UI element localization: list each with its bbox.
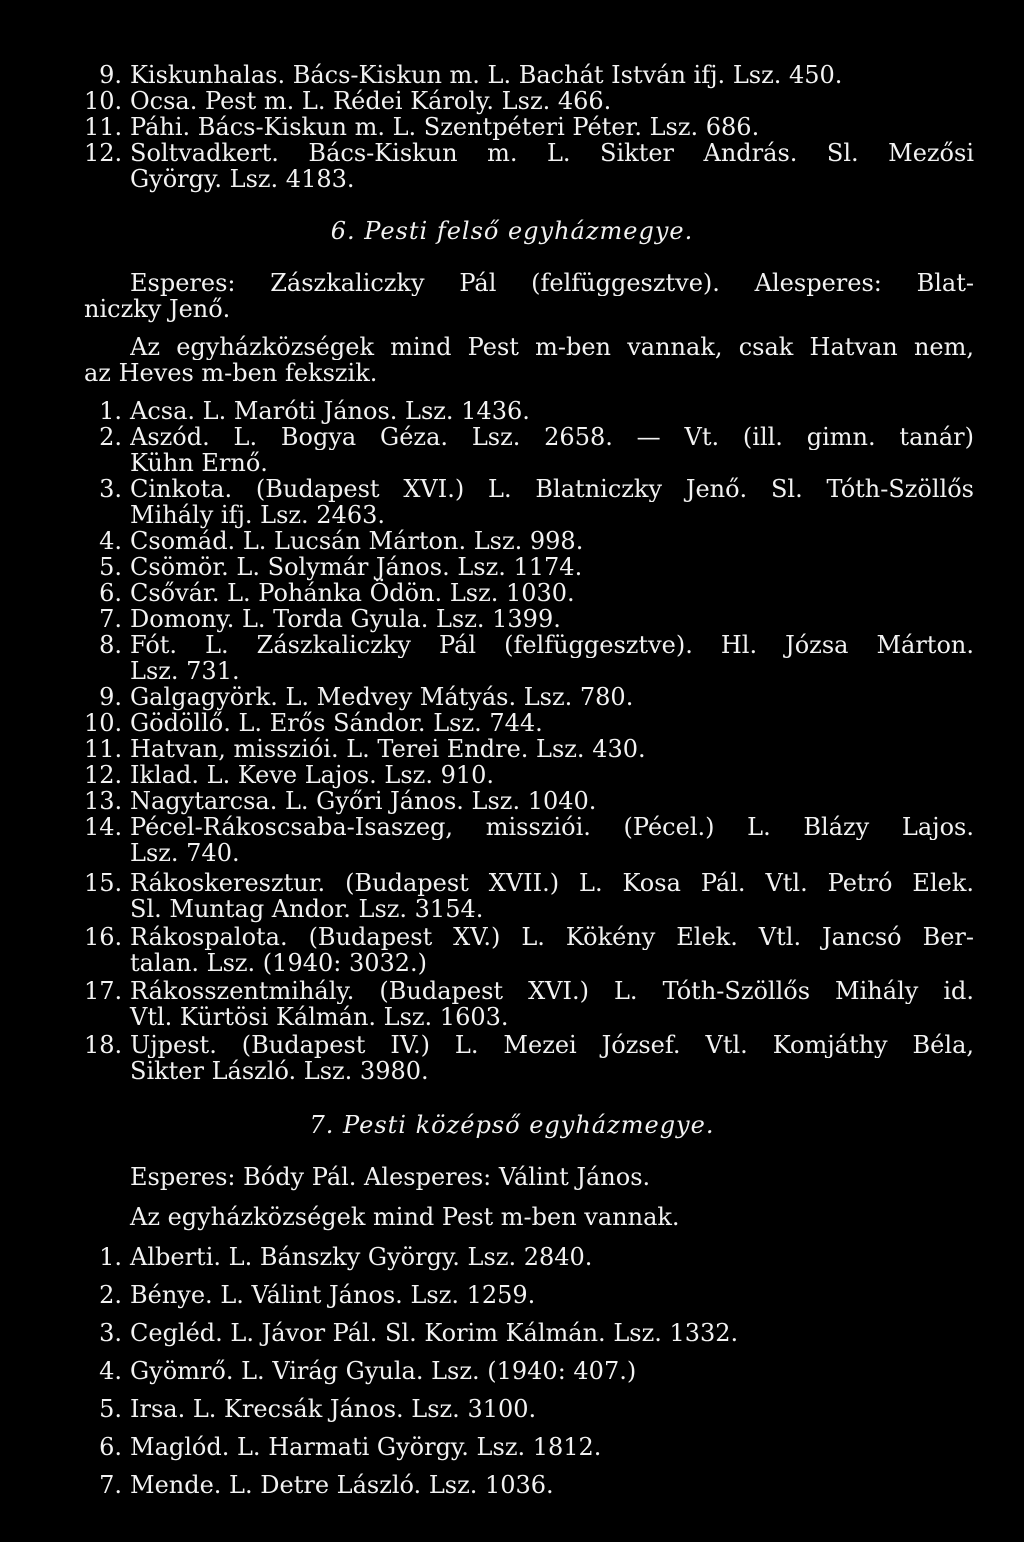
entry-text-continued: Lsz. 740. (130, 839, 240, 867)
esperes-line: Esperes: Zászkaliczky Pál (felfüggesztve). Alesperes: Blat- (130, 270, 974, 296)
entry-number: 9. (99, 683, 122, 711)
entry-text-continued: Kühn Ernő. (130, 449, 268, 477)
section-note: Az egyházközségek mind Pest m-ben vannak, csak Hatvan nem, (130, 334, 974, 360)
entry-number: 15. (84, 869, 123, 897)
entry-number: 17. (84, 977, 123, 1005)
entry-text: Cinkota. (Budapest XVI.) L. Blatniczky Jenő. Sl. Tóth-Szöllős (130, 476, 974, 502)
entry-number: 2. (99, 1281, 122, 1309)
entry-text: Ocsa. Pest m. L. Rédei Károly. Lsz. 466. (130, 87, 612, 115)
entry-number: 5. (99, 553, 122, 581)
entry-number: 11. (84, 113, 123, 141)
entry-text-continued: Sl. Muntag Andor. Lsz. 3154. (130, 895, 484, 923)
entry-text: Fót. L. Zászkaliczky Pál (felfüggesztve). Hl. Józsa Márton. (130, 632, 974, 658)
esperes-line-continued: niczky Jenő. (84, 295, 231, 323)
entry-number: 18. (84, 1031, 123, 1059)
entry-text: Gyömrő. L. Virág Gyula. Lsz. (1940: 407.) (130, 1357, 637, 1385)
esperes-line: Esperes: Bódy Pál. Alesperes: Válint János. (130, 1163, 651, 1191)
entry-text: Bénye. L. Válint János. Lsz. 1259. (130, 1281, 536, 1309)
entry-number: 2. (99, 423, 122, 451)
entry-number: 1. (99, 1243, 122, 1271)
entry-text: Nagytarcsa. L. Győri János. Lsz. 1040. (130, 787, 597, 815)
entry-number: 4. (99, 1357, 122, 1385)
entry-number: 10. (84, 87, 123, 115)
entry-number: 6. (99, 579, 122, 607)
entry-text: Ujpest. (Budapest IV.) L. Mezei József. Vtl. Komjáthy Béla, (130, 1032, 974, 1058)
entry-text: Mende. L. Detre László. Lsz. 1036. (130, 1471, 554, 1499)
entry-text-continued: Sikter László. Lsz. 3980. (130, 1057, 429, 1085)
entry-text: Kiskunhalas. Bács-Kiskun m. L. Bachát István ifj. Lsz. 450. (130, 61, 843, 89)
entry-text-continued: Vtl. Kürtösi Kálmán. Lsz. 1603. (130, 1003, 509, 1031)
entry-text: Csomád. L. Lucsán Márton. Lsz. 998. (130, 527, 584, 555)
entry-text: Pécel-Rákoscsaba-Isaszeg, missziói. (Pécel.) L. Blázy Lajos. (130, 814, 974, 840)
entry-number: 9. (99, 61, 122, 89)
entry-text-continued: György. Lsz. 4183. (130, 165, 355, 193)
section-heading: 6. Pesti felső egyházmegye. (330, 217, 694, 245)
entry-text: Alberti. L. Bánszky György. Lsz. 2840. (130, 1243, 593, 1271)
entry-text: Domony. L. Torda Gyula. Lsz. 1399. (130, 605, 561, 633)
entry-text: Irsa. L. Krecsák János. Lsz. 3100. (130, 1395, 537, 1423)
entry-text: Hatvan, missziói. L. Terei Endre. Lsz. 430. (130, 735, 646, 763)
entry-number: 7. (99, 1471, 122, 1499)
entry-number: 7. (99, 605, 122, 633)
entry-number: 3. (99, 475, 122, 503)
section-note-continued: az Heves m-ben fekszik. (84, 359, 378, 387)
entry-number: 10. (84, 709, 123, 737)
entry-number: 13. (84, 787, 123, 815)
entry-text-continued: Mihály ifj. Lsz. 2463. (130, 501, 385, 529)
entry-text: Cegléd. L. Jávor Pál. Sl. Korim Kálmán. Lsz. 1332. (130, 1319, 739, 1347)
entry-number: 6. (99, 1433, 122, 1461)
entry-text-continued: Lsz. 731. (130, 657, 240, 685)
entry-text: Galgagyörk. L. Medvey Mátyás. Lsz. 780. (130, 683, 634, 711)
entry-number: 16. (84, 923, 123, 951)
entry-text: Soltvadkert. Bács-Kiskun m. L. Sikter András. Sl. Mezősi (130, 140, 974, 166)
entry-text: Rákospalota. (Budapest XV.) L. Kökény Elek. Vtl. Jancsó Ber- (130, 924, 974, 950)
entry-text: Páhi. Bács-Kiskun m. L. Szentpéteri Péter. Lsz. 686. (130, 113, 760, 141)
section-heading: 7. Pesti középső egyházmegye. (309, 1111, 715, 1139)
entry-text: Aszód. L. Bogya Géza. Lsz. 2658. — Vt. (ill. gimn. tanár) (130, 424, 974, 450)
entry-text: Rákoskeresztur. (Budapest XVII.) L. Kosa Pál. Vtl. Petró Elek. (130, 870, 974, 896)
entry-number: 8. (99, 631, 122, 659)
entry-text: Maglód. L. Harmati György. Lsz. 1812. (130, 1433, 602, 1461)
entry-number: 1. (99, 397, 122, 425)
entry-text: Gödöllő. L. Erős Sándor. Lsz. 744. (130, 709, 543, 737)
entry-number: 4. (99, 527, 122, 555)
entry-number: 14. (84, 813, 123, 841)
entry-text: Csömör. L. Solymár János. Lsz. 1174. (130, 553, 583, 581)
entry-text: Csővár. L. Pohánka Ödön. Lsz. 1030. (130, 579, 575, 607)
entry-number: 11. (84, 735, 123, 763)
entry-number: 12. (84, 139, 123, 167)
section-note: Az egyházközségek mind Pest m-ben vannak. (130, 1203, 680, 1231)
entry-text: Acsa. L. Maróti János. Lsz. 1436. (130, 397, 530, 425)
entry-text: Rákosszentmihály. (Budapest XVI.) L. Tóth-Szöllős Mihály id. (130, 978, 974, 1004)
entry-number: 5. (99, 1395, 122, 1423)
entry-number: 3. (99, 1319, 122, 1347)
entry-text-continued: talan. Lsz. (1940: 3032.) (130, 949, 428, 977)
entry-number: 12. (84, 761, 123, 789)
entry-text: Iklad. L. Keve Lajos. Lsz. 910. (130, 761, 495, 789)
